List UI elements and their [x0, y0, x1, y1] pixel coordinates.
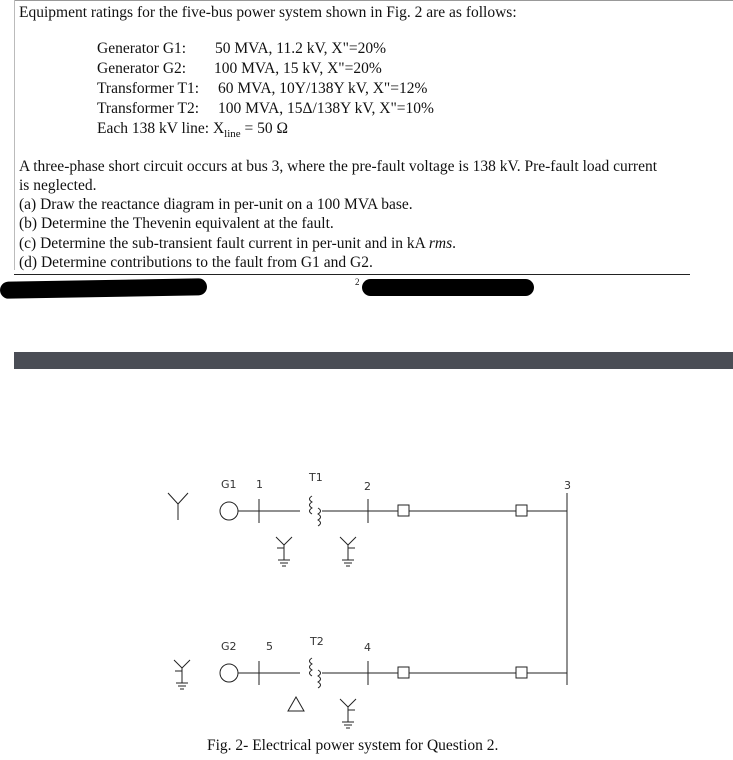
problem-line-2: is neglected. — [19, 177, 97, 194]
generator-g1-icon — [220, 502, 238, 520]
generator-g2-icon — [220, 664, 238, 682]
t1-primary-coil-icon — [310, 496, 313, 514]
question-d: (d) Determine contributions to the fault from G1 and G2. — [19, 254, 373, 271]
label-bus-2: 2 — [364, 480, 371, 493]
spec-line-prefix: Each 138 kV line: X — [97, 120, 225, 137]
t2-delta-icon — [288, 697, 304, 711]
question-b: (b) Determine the Thevenin equivalent at the fault. — [19, 215, 334, 232]
intro-text: Equipment ratings for the five-bus power system shown in Fig. 2 are as follows: — [19, 4, 517, 21]
spec-t2-label: Transformer T2: — [97, 100, 200, 117]
spec-g2-label: Generator G2: — [97, 60, 187, 77]
breaker-13-icon — [516, 505, 527, 516]
label-bus-5: 5 — [266, 640, 273, 653]
question-a: (a) Draw the reactance diagram in per-unit on a 100 MVA base. — [19, 196, 413, 213]
label-g2: G2 — [221, 640, 237, 653]
label-bus-3: 3 — [564, 479, 571, 492]
g2-wye-ground-icon — [174, 660, 190, 689]
spec-line-suffix: = 50 Ω — [240, 120, 289, 137]
question-c-text: (c) Determine the sub-transient fault current in per-unit and in kA — [19, 235, 429, 252]
g1-wye-ground-icon — [168, 493, 188, 520]
t2-primary-coil-icon — [310, 658, 313, 676]
spec-t2-value: 100 MVA, 15Δ/138Y kV, X"=10% — [218, 100, 434, 117]
label-bus-4: 4 — [364, 641, 371, 654]
t2-secondary-coil-icon — [318, 670, 321, 688]
breaker-42-icon — [398, 667, 409, 678]
t2-secondary-wye-ground-icon — [340, 699, 356, 728]
t1-secondary-coil-icon — [318, 508, 321, 526]
spec-t1-label: Transformer T1: — [97, 80, 200, 97]
label-t2: T2 — [310, 635, 324, 648]
redacted-fragment: 2 — [355, 277, 360, 287]
t1-primary-wye-ground-icon — [276, 537, 292, 566]
spec-g1-label: Generator G1: — [97, 40, 187, 57]
breaker-43-icon — [516, 667, 527, 678]
question-c-end: . — [452, 235, 457, 252]
question-c-italic: rms — [428, 235, 453, 252]
breaker-12-icon — [398, 505, 409, 516]
spec-t1-value: 60 MVA, 10Y/138Y kV, X"=12% — [218, 80, 428, 97]
t1-secondary-wye-ground-icon — [340, 537, 356, 566]
spec-g2-value: 100 MVA, 15 kV, X"=20% — [214, 60, 382, 77]
label-g1: G1 — [221, 478, 237, 491]
label-t1: T1 — [309, 471, 323, 484]
spec-g1-value: 50 MVA, 11.2 kV, X"=20% — [215, 40, 387, 57]
problem-line-1: A three-phase short circuit occurs at bus 3, where the pre-fault voltage is 138 kV. Pre-fault load current — [19, 158, 658, 175]
spec-line-subscript: line — [224, 128, 241, 141]
figure-caption: Fig. 2- Electrical power system for Question 2. — [207, 737, 499, 754]
label-bus-1: 1 — [256, 478, 263, 491]
